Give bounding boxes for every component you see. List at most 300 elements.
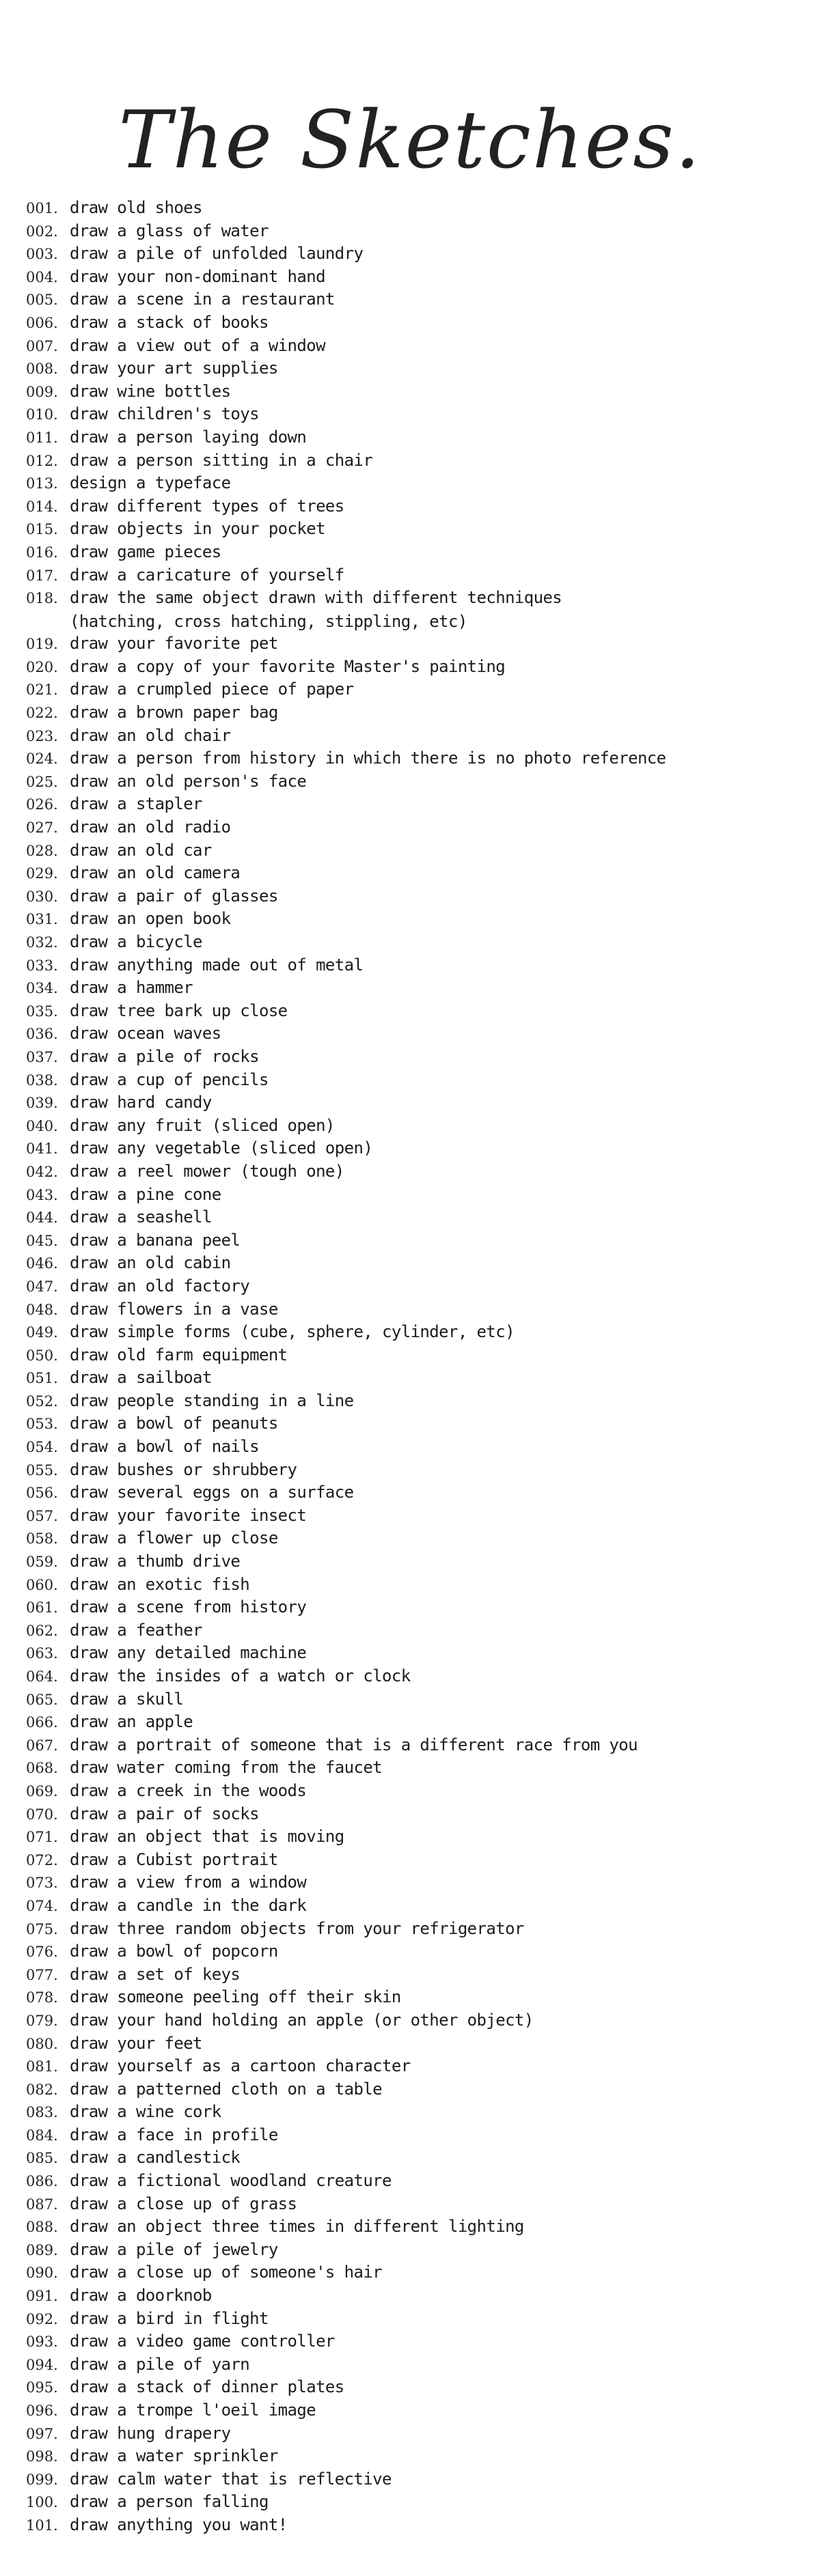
- item-number: 009.: [26, 383, 58, 400]
- item-text: draw an object that is moving: [70, 1827, 344, 1847]
- list-item: [26, 2284, 805, 2308]
- item-number: 042.: [26, 1163, 58, 1180]
- list-item: [26, 242, 805, 266]
- item-number: 077.: [26, 1966, 58, 1983]
- item-text: design a typeface: [70, 473, 231, 493]
- item-number: 090.: [26, 2265, 58, 2282]
- item-number: 035.: [26, 1003, 58, 1020]
- list-item: [26, 2193, 805, 2216]
- item-number: 049.: [26, 1324, 58, 1341]
- item-text: draw a scene in a restaurant: [70, 290, 335, 309]
- item-text: draw anything made out of metal: [70, 955, 364, 975]
- item-text: draw a trompe l'oeil image: [70, 2400, 316, 2420]
- item-text: draw a hammer: [70, 978, 193, 998]
- item-number: 085.: [26, 2150, 58, 2167]
- list-item: [26, 701, 805, 725]
- item-text: draw a glass of water: [70, 221, 269, 240]
- list-item: [26, 770, 805, 794]
- item-number: 080.: [26, 2035, 58, 2052]
- item-number: 094.: [26, 2356, 58, 2373]
- list-item: [26, 1940, 805, 1963]
- list-item: [26, 2445, 805, 2468]
- item-text: draw a set of keys: [70, 1964, 241, 1984]
- list-item: [26, 380, 805, 404]
- item-number: 093.: [26, 2334, 58, 2351]
- item-text: draw a bowl of nails: [70, 1437, 259, 1457]
- item-number: 089.: [26, 2241, 58, 2258]
- item-number: 072.: [26, 1851, 58, 1868]
- item-number: 047.: [26, 1278, 58, 1295]
- list-item: [26, 403, 805, 426]
- item-text: draw bushes or shrubbery: [70, 1459, 297, 1479]
- item-number: 087.: [26, 2196, 58, 2213]
- list-item: [26, 1918, 805, 1941]
- item-text: draw simple forms (cube, sphere, cylinder, etc): [70, 1322, 515, 1342]
- item-number: 013.: [26, 475, 58, 492]
- list-item: [26, 2376, 805, 2399]
- item-text: draw a skull: [70, 1689, 184, 1709]
- list-item: [26, 977, 805, 1000]
- item-number: 001.: [26, 200, 58, 216]
- list-item: [26, 2239, 805, 2262]
- item-number: 039.: [26, 1095, 58, 1112]
- list-item: [26, 2330, 805, 2353]
- list-item: [26, 1160, 805, 1184]
- item-number: 051.: [26, 1370, 58, 1387]
- item-text: draw a bowl of popcorn: [70, 1942, 278, 1961]
- item-number: 066.: [26, 1714, 58, 1731]
- item-number: 079.: [26, 2012, 58, 2029]
- list-item: [26, 656, 805, 679]
- item-text: draw a doorknob: [70, 2286, 212, 2306]
- item-text: draw ocean waves: [70, 1024, 221, 1044]
- item-text: draw wine bottles: [70, 381, 231, 401]
- item-number: 095.: [26, 2379, 58, 2396]
- list-item: [26, 2468, 805, 2491]
- item-text: draw a person from history in which there is no photo reference: [70, 748, 666, 768]
- item-number: 043.: [26, 1186, 58, 1203]
- list-item: [26, 1871, 805, 1894]
- item-number: 017.: [26, 567, 58, 584]
- list-item: [26, 1504, 805, 1528]
- item-text: draw an old camera: [70, 863, 241, 883]
- item-text: draw flowers in a vase: [70, 1299, 278, 1319]
- item-text: draw a crumpled piece of paper: [70, 680, 354, 699]
- list-item: [26, 2124, 805, 2147]
- item-text: draw tree bark up close: [70, 1000, 288, 1020]
- list-item: [26, 1986, 805, 2009]
- list-item: [26, 1229, 805, 1252]
- list-item: [26, 862, 805, 885]
- item-number: 029.: [26, 865, 58, 882]
- item-number: 071.: [26, 1829, 58, 1846]
- item-number: 032.: [26, 934, 58, 951]
- list-item: [26, 1275, 805, 1298]
- list-item: [26, 1481, 805, 1504]
- item-number: 058.: [26, 1530, 58, 1548]
- item-text: draw a portrait of someone that is a different race from you: [70, 1735, 638, 1754]
- list-item: [26, 747, 805, 770]
- item-text: draw a stack of books: [70, 312, 269, 332]
- item-number: 056.: [26, 1485, 58, 1502]
- item-text: draw a creek in the woods: [70, 1780, 307, 1800]
- item-number: 011.: [26, 429, 58, 446]
- list-item: [26, 793, 805, 816]
- item-text: draw the same object drawn with different techniques: [70, 588, 562, 608]
- item-number: 088.: [26, 2219, 58, 2236]
- list-item: [26, 518, 805, 541]
- list-item: [26, 449, 805, 473]
- item-number: 026.: [26, 796, 58, 813]
- item-text: draw an old cabin: [70, 1253, 231, 1273]
- item-number: 091.: [26, 2288, 58, 2305]
- item-text: draw a view from a window: [70, 1873, 307, 1892]
- list-item: [26, 1298, 805, 1321]
- item-text: draw a pile of unfolded laundry: [70, 244, 364, 264]
- item-number: 086.: [26, 2173, 58, 2190]
- item-text: draw a stapler: [70, 794, 202, 814]
- item-number: 033.: [26, 957, 58, 974]
- item-text: draw your favorite insect: [70, 1505, 307, 1525]
- list-item: [26, 1550, 805, 1573]
- list-item: [26, 1780, 805, 1803]
- list-item: [26, 1596, 805, 1619]
- item-number: 083.: [26, 2104, 58, 2121]
- item-text: draw yourself as a cartoon character: [70, 2056, 411, 2076]
- item-number: 041.: [26, 1140, 58, 1158]
- item-text: draw a stack of dinner plates: [70, 2377, 344, 2397]
- list-item: [26, 1091, 805, 1115]
- list-item: [26, 1527, 805, 1550]
- item-number: 004.: [26, 268, 58, 285]
- item-text: draw water coming from the faucet: [70, 1758, 383, 1778]
- list-item: [26, 2078, 805, 2101]
- item-number: 099.: [26, 2471, 58, 2488]
- list-item: [26, 1963, 805, 1987]
- list-item: [26, 1206, 805, 1229]
- list-item: [26, 357, 805, 380]
- item-number: 037.: [26, 1048, 58, 1065]
- item-text: draw someone peeling off their skin: [70, 1987, 401, 2007]
- item-number: 046.: [26, 1255, 58, 1272]
- list-item: [26, 2009, 805, 2032]
- list-item: [26, 266, 805, 289]
- item-number: 003.: [26, 246, 58, 263]
- list-item: [26, 885, 805, 908]
- item-number: 061.: [26, 1599, 58, 1616]
- item-number: 073.: [26, 1875, 58, 1892]
- list-item: [26, 1803, 805, 1826]
- item-text: draw an object three times in different lighting: [70, 2217, 524, 2237]
- list-item: [26, 2491, 805, 2514]
- item-number: 067.: [26, 1737, 58, 1754]
- item-text: draw the insides of a watch or clock: [70, 1666, 411, 1685]
- item-text-continued: (hatching, cross hatching, stippling, etc): [70, 611, 467, 631]
- item-text: draw a banana peel: [70, 1230, 241, 1250]
- list-item: [26, 1069, 805, 1092]
- item-number: 007.: [26, 337, 58, 354]
- item-text: draw a copy of your favorite Master's painting: [70, 656, 506, 676]
- list-item: [26, 1849, 805, 1872]
- item-text: draw a person laying down: [70, 427, 307, 447]
- item-text: draw an old car: [70, 840, 212, 860]
- item-text: draw a caricature of yourself: [70, 565, 344, 585]
- item-text: draw an old person's face: [70, 771, 307, 791]
- list-item: [26, 1321, 805, 1344]
- list-item: [26, 1000, 805, 1023]
- list-item: [26, 1252, 805, 1275]
- list-item: [26, 564, 805, 587]
- item-number: 098.: [26, 2448, 58, 2465]
- list-item: [26, 1688, 805, 1711]
- item-text: draw a pile of jewelry: [70, 2239, 278, 2259]
- list-item: [26, 1115, 805, 1138]
- list-item: [26, 2146, 805, 2170]
- item-number: 069.: [26, 1782, 58, 1800]
- item-text: draw a face in profile: [70, 2125, 278, 2144]
- item-text: draw a Cubist portrait: [70, 1849, 278, 1869]
- item-number: 065.: [26, 1691, 58, 1708]
- item-text: draw a bicycle: [70, 932, 202, 951]
- item-text: draw a pair of socks: [70, 1804, 259, 1823]
- list-item: [26, 311, 805, 335]
- item-text: draw your non-dominant hand: [70, 266, 325, 286]
- item-text: draw a seashell: [70, 1207, 212, 1227]
- item-text: draw children's toys: [70, 404, 259, 424]
- list-item: [26, 632, 805, 656]
- item-number: 097.: [26, 2425, 58, 2442]
- list-item: [26, 1184, 805, 1207]
- list-item: [26, 197, 805, 220]
- list-item: [26, 1825, 805, 1849]
- list-item: [26, 335, 805, 358]
- item-text: draw your favorite pet: [70, 634, 278, 654]
- item-number: 050.: [26, 1347, 58, 1364]
- item-number: 031.: [26, 911, 58, 928]
- list-item: [26, 495, 805, 518]
- item-text: draw a pine cone: [70, 1184, 221, 1204]
- item-number: 015.: [26, 521, 58, 538]
- item-number: 016.: [26, 544, 58, 561]
- item-number: 027.: [26, 820, 58, 837]
- list-item: [26, 2170, 805, 2193]
- list-item: [26, 1459, 805, 1482]
- list-item: [26, 1390, 805, 1413]
- item-text: draw a close up of someone's hair: [70, 2263, 383, 2282]
- item-number: 019.: [26, 636, 58, 653]
- list-item: [26, 1137, 805, 1160]
- item-number: 045.: [26, 1232, 58, 1249]
- item-number: 084.: [26, 2127, 58, 2144]
- item-text: draw people standing in a line: [70, 1390, 354, 1410]
- item-number: 059.: [26, 1554, 58, 1571]
- item-text: draw your feet: [70, 2033, 202, 2053]
- list-item: [26, 1711, 805, 1734]
- list-item: [26, 1734, 805, 1757]
- item-text: draw a scene from history: [70, 1597, 307, 1617]
- item-number: 005.: [26, 292, 58, 309]
- item-text: draw several eggs on a surface: [70, 1483, 354, 1502]
- item-text: draw old shoes: [70, 198, 202, 217]
- item-text: draw any vegetable (sliced open): [70, 1138, 373, 1158]
- list-item: [26, 1642, 805, 1665]
- item-number: 020.: [26, 658, 58, 675]
- list-item: [26, 288, 805, 311]
- item-text: draw objects in your pocket: [70, 519, 325, 539]
- list-item: [26, 1573, 805, 1597]
- item-text: draw hung drapery: [70, 2423, 231, 2443]
- item-number: 064.: [26, 1668, 58, 1685]
- list-item: [26, 1412, 805, 1436]
- list-item: [26, 839, 805, 863]
- item-number: 048.: [26, 1301, 58, 1318]
- item-text: draw hard candy: [70, 1093, 212, 1112]
- list-item: [26, 2215, 805, 2239]
- item-text: draw a wine cork: [70, 2102, 221, 2122]
- item-number: 054.: [26, 1439, 58, 1456]
- list-item: [26, 954, 805, 977]
- list-item: [26, 2353, 805, 2377]
- item-text: draw a feather: [70, 1620, 202, 1640]
- item-number: 076.: [26, 1944, 58, 1961]
- item-number: 081.: [26, 2058, 58, 2075]
- item-number: 024.: [26, 751, 58, 768]
- list-item: [26, 472, 805, 495]
- page-title: The Sketches.: [118, 94, 702, 186]
- item-text: draw a brown paper bag: [70, 703, 278, 723]
- item-number: 002.: [26, 223, 58, 240]
- list-item: [26, 1665, 805, 1688]
- item-text: draw a person falling: [70, 2492, 269, 2512]
- item-number: 062.: [26, 1622, 58, 1639]
- list-item: [26, 1756, 805, 1780]
- item-text: draw a water sprinkler: [70, 2446, 278, 2466]
- item-number: 063.: [26, 1645, 58, 1662]
- item-number: 014.: [26, 498, 58, 515]
- list-item: [26, 931, 805, 954]
- item-text: draw game pieces: [70, 542, 221, 561]
- item-number: 074.: [26, 1897, 58, 1914]
- item-text: draw a candlestick: [70, 2148, 241, 2168]
- item-number: 018.: [26, 590, 58, 607]
- list-item: [26, 1344, 805, 1367]
- list-item: [26, 1436, 805, 1459]
- item-number: 053.: [26, 1416, 58, 1433]
- item-text: draw calm water that is reflective: [70, 2469, 392, 2489]
- item-number: 096.: [26, 2403, 58, 2419]
- item-text: draw a video game controller: [70, 2332, 335, 2351]
- item-text: draw a reel mower (tough one): [70, 1161, 344, 1181]
- item-text: draw an old factory: [70, 1276, 250, 1296]
- item-text: draw a person sitting in a chair: [70, 450, 373, 470]
- item-number: 052.: [26, 1392, 58, 1410]
- list-item: [26, 908, 805, 931]
- item-number: 055.: [26, 1461, 58, 1479]
- item-text: draw any detailed machine: [70, 1643, 307, 1663]
- item-number: 101.: [26, 2517, 58, 2534]
- list-item: [26, 725, 805, 748]
- item-text: draw anything you want!: [70, 2515, 288, 2534]
- list-item: [26, 1894, 805, 1918]
- item-number: 075.: [26, 1920, 58, 1937]
- item-number: 070.: [26, 1806, 58, 1823]
- item-text: draw a fictional woodland creature: [70, 2171, 392, 2191]
- list-item: [26, 541, 805, 564]
- item-number: 082.: [26, 2081, 58, 2098]
- item-text: draw a close up of grass: [70, 2194, 297, 2213]
- list-item: [26, 2399, 805, 2422]
- item-text: draw a flower up close: [70, 1528, 278, 1548]
- list-item: [26, 1619, 805, 1642]
- item-text: draw different types of trees: [70, 496, 344, 516]
- item-number: 008.: [26, 361, 58, 378]
- item-text: draw your art supplies: [70, 359, 278, 378]
- item-number: 021.: [26, 682, 58, 699]
- item-number: 023.: [26, 727, 58, 744]
- list-item: [26, 678, 805, 701]
- item-text: draw a candle in the dark: [70, 1895, 307, 1915]
- item-text: draw your hand holding an apple (or other object): [70, 2010, 534, 2030]
- item-text: draw an apple: [70, 1712, 193, 1732]
- item-number: 040.: [26, 1117, 58, 1134]
- item-text: draw an exotic fish: [70, 1574, 250, 1594]
- item-number: 044.: [26, 1209, 58, 1227]
- item-text: draw a cup of pencils: [70, 1069, 269, 1089]
- item-text: draw a pile of rocks: [70, 1046, 259, 1066]
- item-text: draw a pile of yarn: [70, 2354, 250, 2374]
- item-text: draw an old chair: [70, 725, 231, 745]
- list-item: [26, 220, 805, 243]
- item-text: draw a patterned cloth on a table: [70, 2079, 383, 2099]
- item-text: draw any fruit (sliced open): [70, 1115, 335, 1135]
- item-number: 092.: [26, 2310, 58, 2327]
- item-number: 100.: [26, 2494, 58, 2511]
- item-text: draw three random objects from your refrigerator: [70, 1918, 524, 1938]
- item-text: draw a pair of glasses: [70, 886, 278, 906]
- list-item: [26, 2422, 805, 2446]
- item-number: 022.: [26, 705, 58, 722]
- list-item: [26, 2308, 805, 2331]
- item-text: draw old farm equipment: [70, 1345, 288, 1364]
- item-text: draw a sailboat: [70, 1368, 212, 1388]
- item-text: draw a bird in flight: [70, 2308, 269, 2328]
- item-number: 034.: [26, 980, 58, 997]
- item-number: 060.: [26, 1576, 58, 1593]
- item-number: 078.: [26, 1989, 58, 2006]
- item-text: draw a bowl of peanuts: [70, 1414, 278, 1433]
- item-number: 012.: [26, 452, 58, 469]
- item-number: 006.: [26, 314, 58, 331]
- item-number: 025.: [26, 773, 58, 790]
- list-item: [26, 1022, 805, 1046]
- item-text: draw an open book: [70, 909, 231, 929]
- item-number: 030.: [26, 888, 58, 905]
- item-number: 036.: [26, 1026, 58, 1043]
- item-number: 068.: [26, 1760, 58, 1777]
- item-text: draw a thumb drive: [70, 1552, 241, 1571]
- list-item: [26, 2055, 805, 2078]
- item-number: 057.: [26, 1507, 58, 1524]
- item-number: 028.: [26, 842, 58, 859]
- list-item: [26, 1046, 805, 1069]
- list-item: [26, 587, 805, 632]
- list-item: [26, 426, 805, 449]
- list-item: [26, 2514, 805, 2537]
- list-item: [26, 2261, 805, 2284]
- item-number: 038.: [26, 1072, 58, 1089]
- list-item: [26, 2032, 805, 2056]
- list-item: [26, 1367, 805, 1390]
